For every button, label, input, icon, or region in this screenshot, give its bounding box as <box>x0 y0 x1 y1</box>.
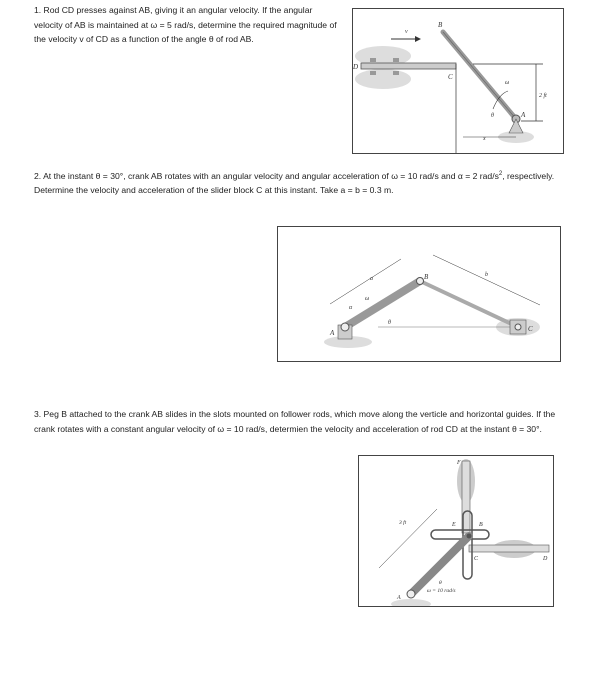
problem-2-figure <box>277 226 561 362</box>
label-theta: θ <box>388 320 391 326</box>
label-height: 2 ft <box>539 93 547 99</box>
label-A: A <box>397 595 401 601</box>
label-theta: θ <box>439 580 442 586</box>
label-b: b <box>485 272 488 278</box>
label-v: v <box>405 29 408 35</box>
label-x: x <box>483 136 486 142</box>
label-C: C <box>448 73 453 81</box>
problem-2-text-a: 2. At the instant θ = 30°, crank AB rotates with an angular velocity and angular acceleration of ω = 10 rad/s and α = 2 rad/s <box>34 170 499 181</box>
problem-1-figure <box>352 8 564 154</box>
label-C: C <box>528 325 533 333</box>
problem-3-figure <box>358 455 554 607</box>
superscript: 2 <box>498 171 503 177</box>
label-C: C <box>474 556 479 562</box>
label-A: A <box>330 329 335 337</box>
label-E: E <box>452 522 456 528</box>
problem-2-text-b: , respectively. Determine the velocity and acceleration of the slider block C at this instant. Take a = b = 0.3 m. <box>34 170 555 196</box>
label-B: B <box>424 273 429 281</box>
label-omega: ω <box>365 296 370 302</box>
problem-3-text: 3. Peg B attached to the crank AB slides in the slots mounted on follower rods, which move along the verticle and horizontal guides. If the crank rotates with a constant angular velocity of ω = 10 rad/s, determien the velocity and acceleration of rod CD at the instant θ = 30°. <box>34 409 556 434</box>
label-omega: ω <box>505 80 510 86</box>
label-D: D <box>353 63 359 71</box>
label-length: 3 ft <box>399 520 407 526</box>
label-D: D <box>543 556 548 562</box>
label-B: B <box>438 21 443 29</box>
label-theta: θ <box>491 113 494 119</box>
label-F: F <box>457 460 461 466</box>
problem-1-text: 1. Rod CD presses against AB, giving it an angular velocity. If the angular velocity of AB is maintained at ω = 5 rad/s, determine the required magnitude of the velocity v of CD as a function of the angle θ of rod AB. <box>34 5 337 44</box>
label-A: A <box>521 111 526 119</box>
problem-2-text <box>34 167 574 198</box>
label-omega: ω = 10 rad/s <box>427 588 456 594</box>
label-B: B <box>479 522 483 528</box>
label-a: a <box>370 276 373 282</box>
label-alpha: α <box>349 305 353 311</box>
